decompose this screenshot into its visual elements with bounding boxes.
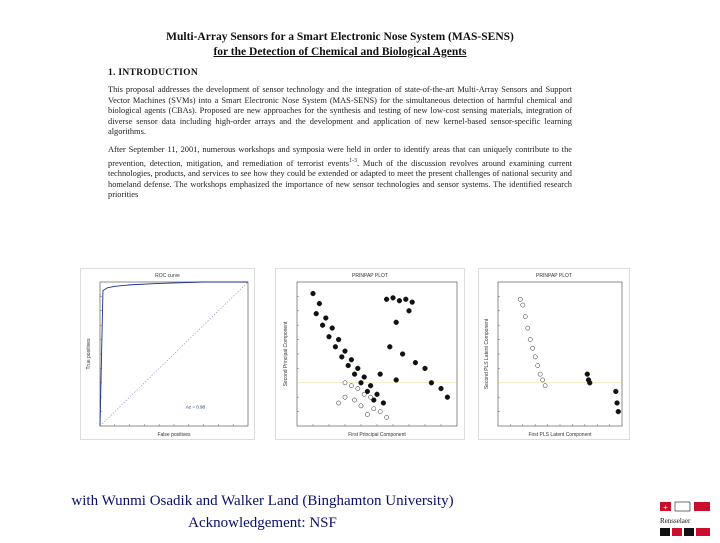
data-point-open bbox=[531, 346, 535, 350]
data-point-open bbox=[536, 363, 540, 367]
document-title bbox=[108, 30, 572, 60]
data-point-filled bbox=[359, 380, 364, 385]
data-point-open bbox=[362, 392, 366, 396]
data-point-filled bbox=[349, 357, 354, 362]
plot-y-label: Second PLS Latent Component bbox=[484, 318, 490, 390]
data-point-open bbox=[356, 386, 360, 390]
data-point-open bbox=[378, 410, 382, 414]
title-line-1: Multi-Array Sensors for a Smart Electronic Nose System (MAS-SENS) bbox=[166, 31, 514, 43]
data-point-filled bbox=[387, 344, 392, 349]
data-point-filled bbox=[378, 372, 383, 377]
plot-title: ROC curve bbox=[155, 273, 180, 279]
data-point-filled bbox=[429, 380, 434, 385]
data-point-filled bbox=[311, 291, 316, 296]
data-point-filled bbox=[314, 311, 319, 316]
data-point-filled bbox=[403, 297, 408, 302]
data-point-filled bbox=[317, 301, 322, 306]
data-point-open bbox=[372, 407, 376, 411]
data-point-filled bbox=[397, 298, 402, 303]
paragraph-2: After September 11, 2001, numerous workshops and symposia were held in order to identify areas that can uniquely contribute to the prevention, detection, mitigation, and remediation of terrorist events$^{1-3}$. Much of the discussion revolves around examining current technologies, products, and services to see how they could be extended or adapted to meet the present challenges of national security and homeland defense. The workshops emphasized the importance of new sensor technologies and sensor systems. The identified research priorities bbox=[108, 144, 572, 200]
data-point-filled bbox=[368, 383, 373, 388]
acknowledgement bbox=[0, 490, 525, 534]
data-point-filled bbox=[362, 375, 367, 380]
data-point-filled bbox=[615, 401, 620, 406]
data-point-filled bbox=[587, 380, 592, 385]
data-point-filled bbox=[333, 344, 338, 349]
collaborators-line: with Wunmi Osadik and Walker Land (Binghamton University) bbox=[71, 493, 454, 509]
data-point-open bbox=[359, 404, 363, 408]
data-point-open bbox=[385, 415, 389, 419]
proposal-document bbox=[108, 30, 572, 201]
data-point-open bbox=[543, 384, 547, 388]
plot-y-label: True positives bbox=[86, 338, 92, 370]
title-line-2: for the Detection of Chemical and Biological Agents bbox=[213, 46, 467, 58]
data-point-filled bbox=[327, 334, 332, 339]
svg-text:+: + bbox=[663, 503, 668, 512]
data-point-open bbox=[365, 412, 369, 416]
acknowledgement-line: Acknowledgement: NSF bbox=[188, 515, 337, 531]
data-point-filled bbox=[410, 300, 415, 305]
data-point-filled bbox=[394, 378, 399, 383]
data-point-filled bbox=[323, 316, 328, 321]
data-point-open bbox=[526, 326, 530, 330]
roc-plot-svg bbox=[80, 268, 255, 440]
logo-text: Rensselaer bbox=[660, 517, 691, 525]
data-point-open bbox=[533, 355, 537, 359]
pls-plot-svg bbox=[478, 268, 630, 440]
data-point-open bbox=[523, 314, 527, 318]
pls-plot bbox=[478, 268, 630, 440]
data-point-filled bbox=[339, 354, 344, 359]
plot-x-label: First PLS Latent Component bbox=[528, 432, 592, 438]
data-point-filled bbox=[391, 295, 396, 300]
plot-border bbox=[276, 269, 465, 440]
data-point-filled bbox=[330, 326, 335, 331]
data-point-filled bbox=[320, 323, 325, 328]
data-point-open bbox=[343, 395, 347, 399]
data-point-filled bbox=[394, 320, 399, 325]
plot-x-label: False positives bbox=[157, 432, 191, 438]
data-point-filled bbox=[355, 366, 360, 371]
plot-x-label: First Principal Component bbox=[348, 432, 406, 438]
plot-y-label: Second Principal Component bbox=[283, 321, 289, 387]
roc-annotation: Az = 0.98 bbox=[185, 404, 205, 410]
plot-border bbox=[81, 269, 255, 440]
data-point-open bbox=[541, 378, 545, 382]
data-point-filled bbox=[384, 297, 389, 302]
data-point-filled bbox=[413, 360, 418, 365]
data-point-open bbox=[349, 384, 353, 388]
data-point-filled bbox=[439, 386, 444, 391]
section-heading: 1. INTRODUCTION bbox=[108, 68, 199, 78]
data-point-filled bbox=[616, 409, 621, 414]
data-point-open bbox=[343, 381, 347, 385]
data-point-filled bbox=[343, 349, 348, 354]
data-point-filled bbox=[381, 401, 386, 406]
data-point-filled bbox=[375, 392, 380, 397]
data-point-open bbox=[518, 297, 522, 301]
roc-plot bbox=[80, 268, 255, 440]
data-point-open bbox=[337, 401, 341, 405]
data-point-open bbox=[369, 395, 373, 399]
data-point-filled bbox=[352, 372, 357, 377]
data-point-filled bbox=[445, 395, 450, 400]
data-point-filled bbox=[346, 363, 351, 368]
data-point-filled bbox=[400, 352, 405, 357]
plot-title: PRINPAP PLOT bbox=[536, 273, 572, 279]
data-point-filled bbox=[423, 366, 428, 371]
rensselaer-logo bbox=[658, 500, 714, 538]
data-point-open bbox=[538, 372, 542, 376]
paragraph-1: This proposal addresses the development of sensor technology and the integration of state-of-the-art Multi-Array Sensors and Support Vector Machines (SVMs) into a Smart Electronic Nose System (MAS-SENS) for the simultaneous detection of harmful chemical and biological agents (CBAs). Proposed are new approaches for the synthesis and testing of new low-cost sensing materials, integration of diverse sensor data including high-order arrays and the development and application of new kernel-based sensor-specific learning algorithms. bbox=[108, 85, 572, 137]
plot-border bbox=[479, 269, 630, 440]
data-point-filled bbox=[336, 337, 341, 342]
data-point-open bbox=[353, 398, 357, 402]
data-point-open bbox=[528, 338, 532, 342]
pca-plot-svg bbox=[275, 268, 465, 440]
plot-title: PRINPAP PLOT bbox=[352, 273, 388, 279]
pca-plot bbox=[275, 268, 465, 440]
data-point-filled bbox=[585, 372, 590, 377]
data-point-open bbox=[521, 303, 525, 307]
data-point-filled bbox=[407, 308, 412, 313]
data-point-filled bbox=[613, 389, 618, 394]
